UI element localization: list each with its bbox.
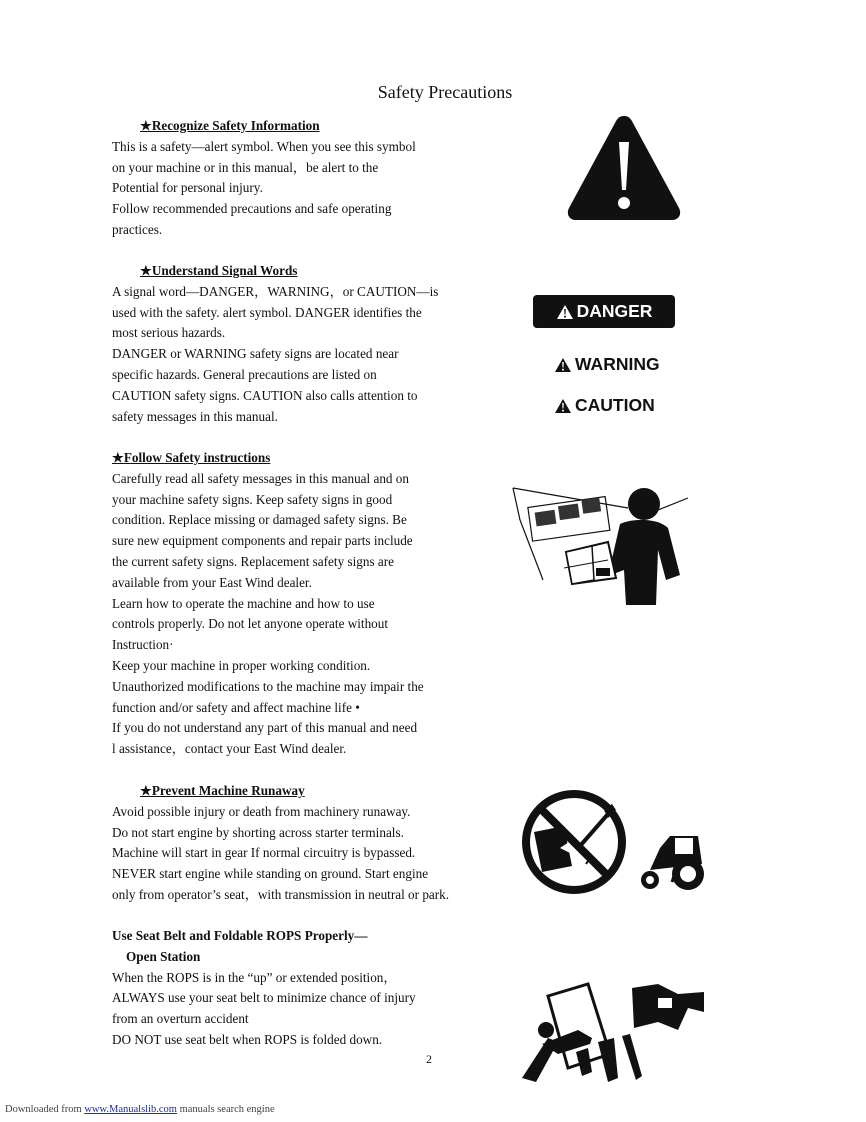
text-line: your machine safety signs. Keep safety signs in good [112, 491, 393, 507]
text-line: Unauthorized modifications to the machine may impair the [112, 678, 424, 694]
section-heading: Use Seat Belt and Foldable ROPS Properly— [112, 928, 368, 943]
alert-triangle-icon [554, 357, 572, 373]
text-line: from an overturn accident [112, 1011, 249, 1027]
text-line: l assistance，contact your East Wind dealer. [112, 741, 347, 757]
section-heading: ★Follow Safety instructions [112, 450, 271, 465]
text-line: on your machine or in this manual，be alert to the [112, 159, 379, 175]
text-line: function and/or safety and affect machine life • [112, 699, 360, 715]
text-line: only from operator’s seat，with transmission in neutral or park. [112, 886, 450, 902]
text-line: Carefully read all safety messages in this manual and on [112, 470, 409, 486]
text-line: used with the safety. alert symbol. DANGER identifies the [112, 304, 422, 320]
section-heading: ★Recognize Safety Information [140, 118, 320, 133]
text-line: DO NOT use seat belt when ROPS is folded down. [112, 1031, 383, 1047]
page-number: 2 [426, 1052, 432, 1066]
warning-label: WARNING [575, 354, 660, 374]
section-signal-words [112, 261, 492, 427]
section-heading: ★Understand Signal Words [140, 263, 298, 278]
section-follow-instructions [112, 448, 492, 760]
footer-suffix: manuals search engine [176, 1104, 275, 1115]
text-line: sure new equipment components and repair parts include [112, 533, 413, 549]
caution-label: CAUTION [575, 395, 655, 415]
section-prevent-runaway [112, 781, 492, 906]
text-line: NEVER start engine while standing on ground. Start engine [112, 866, 429, 882]
text-line: If you do not understand any part of this manual and need [112, 720, 418, 736]
text-line: Avoid possible injury or death from machinery runaway. [112, 803, 411, 819]
text-line: controls properly. Do not let anyone operate without [112, 616, 389, 632]
text-line: Machine will start in gear If normal circuitry is bypassed. [112, 845, 416, 861]
text-line: This is a safety—alert symbol. When you see this symbol [112, 138, 416, 154]
text-line: the current safety signs. Replacement safety signs are [112, 553, 394, 569]
text-line: Follow recommended precautions and safe operating [112, 201, 392, 217]
text-line: practices. [112, 221, 163, 237]
safety-alert-icon [563, 112, 685, 224]
warning-sign [554, 354, 660, 375]
text-line: safety messages in this manual. [112, 408, 278, 424]
manualslib-link[interactable]: www.Manualslib.com [84, 1104, 177, 1115]
person-reading-manual-icon [508, 480, 693, 610]
text-line: A signal word—DANGER，WARNING，or CAUTION—is [112, 283, 439, 299]
text-line: available from your East Wind dealer. [112, 574, 312, 590]
text-line: ALWAYS use your seat belt to minimize chance of injury [112, 990, 416, 1006]
section-recognize-safety [112, 116, 492, 241]
text-line: Learn how to operate the machine and how to use [112, 595, 375, 611]
section-subheading: Open Station [126, 948, 201, 964]
alert-triangle-icon [554, 398, 572, 414]
text-line: most serious hazards. [112, 325, 226, 341]
text-line: condition. Replace missing or damaged safety signs. Be [112, 512, 407, 528]
danger-label: DANGER [576, 301, 653, 321]
text-line: Instruction· [112, 637, 174, 653]
no-shorting-starter-icon [520, 788, 710, 898]
section-heading: ★Prevent Machine Runaway [140, 783, 305, 798]
text-line: DANGER or WARNING safety signs are located near [112, 346, 399, 362]
danger-sign [533, 295, 675, 328]
download-footer [5, 1104, 275, 1115]
text-line: Do not start engine by shorting across starter terminals. [112, 824, 404, 840]
text-line: Keep your machine in proper working condition. [112, 657, 371, 673]
section-seat-belt [112, 926, 492, 1051]
footer-prefix: Downloaded from [5, 1104, 85, 1115]
text-line: When the ROPS is in the “up” or extended position， [112, 969, 397, 985]
caution-sign [554, 395, 655, 416]
text-line: CAUTION safety signs. CAUTION also calls attention to [112, 387, 418, 403]
alert-triangle-icon [556, 304, 574, 320]
rops-overturn-icon [518, 982, 708, 1087]
page-title: Safety Precautions [377, 82, 513, 102]
text-line: Potential for personal injury. [112, 180, 263, 196]
text-line: specific hazards. General precautions are listed on [112, 366, 377, 382]
